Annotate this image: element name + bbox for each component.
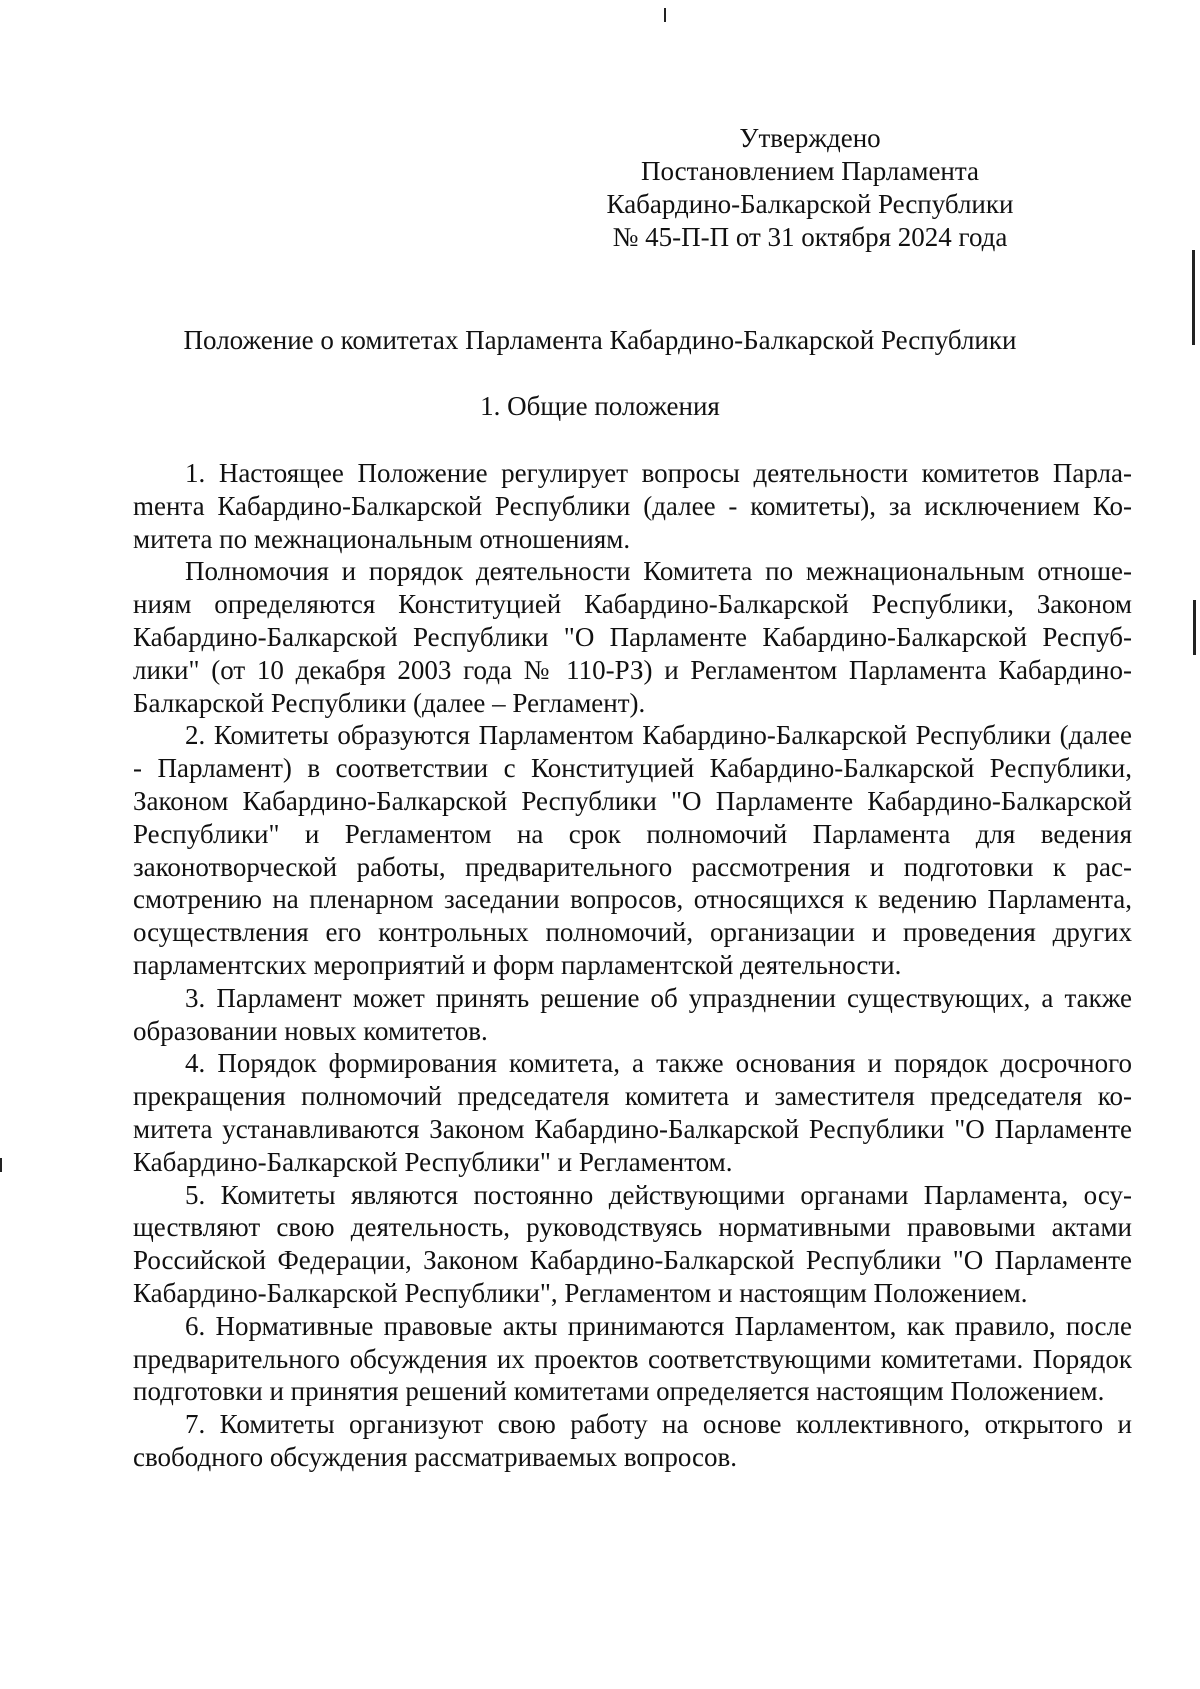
- document-body: [133, 457, 1132, 1474]
- paragraph-4: 4. Порядок формирования комитета, а также основания и порядок досрочного прекращения полномочий председателя комитета и заместителя председателя комитета устанавливаются Законом Кабардино-Балкарской Республики "О Парламенте Кабардино-Балкарской Республики" и Регламентом.: [133, 1048, 1132, 1177]
- scan-artifact-top: [664, 8, 666, 22]
- section-heading: 1. Общие положения: [480, 391, 720, 421]
- paragraph-3: 3. Парламент может принять решение об упразднении существующих, а также образовании новых комитетов.: [133, 982, 1132, 1046]
- approval-line-number-date: № 45-П-П от 31 октября 2024 года: [612, 222, 1008, 252]
- paragraph-5: 5. Комитеты являются постоянно действующими органами Парламента, осуществляют свою деятельность, руководствуясь нормативными правовыми актами Российской Федерации, Законом Кабардино-Балкарской Республики "О Парламенте Кабардино-Балкарской Республики", Регламентом и настоящим Положением.: [133, 1179, 1132, 1308]
- approval-block: [510, 122, 1110, 254]
- scan-artifact-left-lower: [0, 1158, 2, 1172]
- approval-line-republic: Кабардино-Балкарской Республики: [606, 189, 1014, 219]
- paragraph-6: 6. Нормативные правовые акты принимаются Парламентом, как правило, после предварительного обсуждения их проектов соответствующими комитетами. Порядок подготовки и принятия решений комитетами определяется настоящим Положением.: [133, 1310, 1132, 1407]
- paragraph-2: 2. Комитеты образуются Парламентом Кабардино-Балкарской Республики (далее - Парламент) в соответствии с Конституцией Кабардино-Балкарской Республики, Законом Кабардино-Балкарской Республики "О Парламенте Кабардино-Балкарской Республики" и Регламентом на срок полномочий Парламента для ведения законотворческой работы, предварительного рассмотрения и подготовки к рассмотрению на пленарном заседании вопросов, относящихся к ведению Парламента, осуществления его контрольных полномочий, организации и проведения других парламентских мероприятий и форм парламентской деятельности.: [133, 720, 1132, 980]
- document-title: Положение о комитетах Парламента Кабардино-Балкарской Республики: [183, 325, 1017, 355]
- approval-line-resolution: Постановлением Парламента: [640, 156, 979, 186]
- scan-artifact-right-middle: [1193, 600, 1196, 655]
- paragraph-1: 1. Настоящее Положение регулирует вопросы деятельности комитетов Парлаmента Кабардино-Балкарской Республики (далее - комитеты), за исключением Комитета по межнациональным отношениям.: [133, 458, 1132, 554]
- paragraph-7: 7. Комитеты организуют свою работу на основе коллективного, открытого и свободного обсуждения рассматриваемых вопросов.: [133, 1409, 1132, 1472]
- paragraph-1-continued: Полномочия и порядок деятельности Комитета по межнациональным отношениям определяются Конституцией Кабардино-Балкарской Республики, Законом Кабардино-Балкарской Республики "О Парламенте Кабардино-Балкарской Республики" (от 10 декабря 2003 года № 110-РЗ) и Регламентом Парламента Кабардино-Балкарской Республики (далее – Регламент).: [133, 556, 1132, 718]
- approval-line-approved: Утверждено: [739, 123, 881, 153]
